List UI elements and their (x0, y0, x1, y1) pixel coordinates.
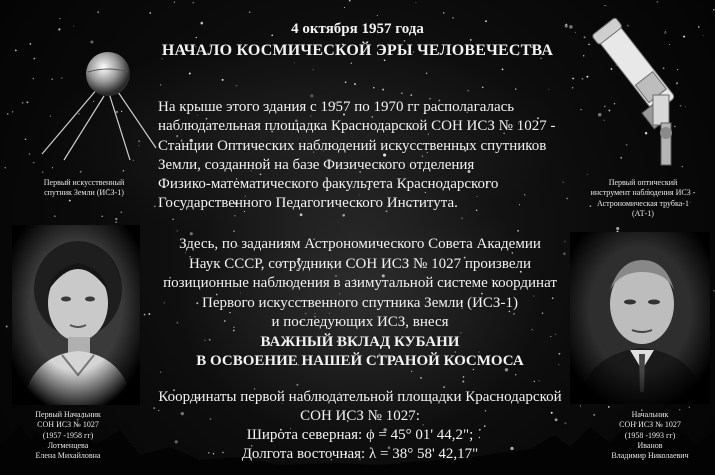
star (349, 0, 351, 2)
star (97, 11, 99, 13)
caption-line: СОН ИСЗ № 1027 (37, 420, 99, 430)
star (482, 86, 484, 88)
caption-line: Первый Начальник (35, 410, 101, 419)
star (382, 89, 384, 91)
star (410, 94, 412, 96)
star (313, 69, 314, 70)
star (616, 227, 619, 230)
star (401, 92, 402, 93)
star (172, 219, 173, 220)
caption-line: Астрономическая трубка-1 (597, 198, 689, 208)
star (657, 1, 659, 3)
text-line: Здесь, по заданиям Астрономического Совета Академии (179, 236, 541, 252)
star (174, 2, 175, 3)
caption-line: Начальник (631, 410, 669, 419)
text-line: Государственного Педагогического Института. (158, 195, 458, 212)
star (713, 9, 714, 10)
star (69, 200, 71, 202)
star (344, 7, 345, 8)
star (373, 87, 375, 89)
caption-line: Первый искусственный (43, 178, 125, 187)
star (502, 69, 504, 71)
text-line: Координаты первой наблюдательной площадки Краснодарской (158, 389, 562, 405)
text-line: наблюдательная площадка Краснодарской СОН ИСЗ № 1027 - (158, 118, 556, 135)
star (115, 218, 117, 220)
star (192, 2, 194, 4)
intro-paragraph (158, 98, 568, 214)
star (59, 18, 60, 19)
star (234, 215, 235, 216)
star (233, 231, 234, 232)
star (42, 171, 43, 172)
star (300, 213, 303, 216)
star (123, 170, 125, 172)
latitude-line: Широта северная: φ = 45° 01' 44,2"; (246, 427, 474, 443)
telescope-caption (578, 178, 708, 219)
star (582, 78, 584, 80)
text-line: позиционные наблюдения в азимутальной системе координат (163, 275, 557, 291)
text-line: Физико-математического факультета Краснодарского (158, 176, 499, 193)
star (713, 290, 714, 291)
star (7, 113, 8, 114)
star (470, 39, 472, 41)
star (572, 87, 573, 88)
longitude-line: Долгота восточная: λ = 38° 58' 42,17" (241, 446, 479, 462)
work-paragraph (150, 235, 570, 333)
star (52, 167, 53, 168)
caption-line: инструмент наблюдения ИСЗ - (590, 188, 696, 198)
text-line: и последующих ИСЗ, внеся (271, 314, 449, 330)
caption-line: Лотменцева (47, 440, 89, 450)
star (120, 211, 122, 213)
portrait-ivanov (570, 232, 710, 404)
text-line: СОН ИСЗ № 1027: (300, 408, 420, 424)
star (294, 62, 295, 63)
star (12, 111, 13, 112)
star (354, 83, 356, 85)
portrait-lotmentseva (12, 225, 140, 405)
star (443, 12, 444, 13)
caption-line: Первый оптический (608, 178, 678, 187)
star (177, 230, 178, 231)
star (517, 230, 519, 232)
star (101, 215, 103, 217)
star (6, 326, 8, 328)
caption-line: (АТ-1) (632, 208, 654, 218)
sputnik-caption (20, 178, 148, 199)
caption-line: Елена Михайловна (35, 451, 101, 461)
star (345, 81, 347, 83)
caption-line: (1957 -1958 гг) (42, 430, 94, 440)
star (115, 221, 116, 222)
highlight-statement (150, 333, 570, 371)
star (236, 85, 238, 87)
caption-line: Иванов (637, 440, 663, 450)
star (5, 167, 6, 168)
star (54, 215, 56, 217)
text-line: Первого искусственного спутника Земли (ИСЗ-1) (202, 294, 518, 311)
text-line: Наук СССР, сотрудники СОН ИСЗ № 1027 произвели (188, 255, 532, 272)
star (548, 89, 549, 90)
star (377, 15, 378, 16)
lotmentseva-caption (18, 410, 118, 461)
star (515, 88, 516, 89)
text-line: Земли, созданной на базе Физического отделения (158, 156, 475, 173)
caption-line: (1958 -1993 гг) (624, 430, 676, 440)
caption-line: спутник Земли (ИСЗ-1) (44, 188, 124, 198)
star (415, 2, 416, 3)
star (80, 171, 82, 173)
date-heading: 4 октября 1957 года (291, 21, 424, 37)
star (572, 78, 574, 80)
coordinates-block (150, 388, 570, 464)
star (149, 12, 151, 14)
page-title: НАЧАЛО КОСМИЧЕСКОЙ ЭРЫ ЧЕЛОВЕЧЕСТВА (161, 42, 554, 59)
star (468, 90, 470, 92)
star (342, 214, 345, 217)
star (160, 84, 161, 85)
ivanov-caption (590, 410, 710, 461)
star (154, 205, 156, 207)
text-line: Станции Оптических наблюдений искусственных спутников (158, 137, 547, 154)
text-line: На крыше этого здания с 1957 по 1970 гг располагалась (158, 99, 515, 115)
text-line: В ОСВОЕНИЕ НАШЕЙ СТРАНОЙ КОСМОСА (196, 353, 524, 369)
caption-line: СОН ИСЗ № 1027 (619, 420, 681, 430)
star (222, 79, 224, 81)
text-line: ВАЖНЫЙ ВКЛАД КУБАНИ (260, 334, 460, 350)
star (144, 314, 146, 316)
star (351, 63, 352, 64)
star (580, 109, 581, 110)
star (452, 17, 454, 19)
star (249, 11, 251, 13)
star (426, 72, 428, 74)
star (461, 217, 463, 219)
caption-line: Владимир Николаевич (611, 451, 689, 461)
star (189, 73, 191, 75)
star (310, 94, 313, 97)
